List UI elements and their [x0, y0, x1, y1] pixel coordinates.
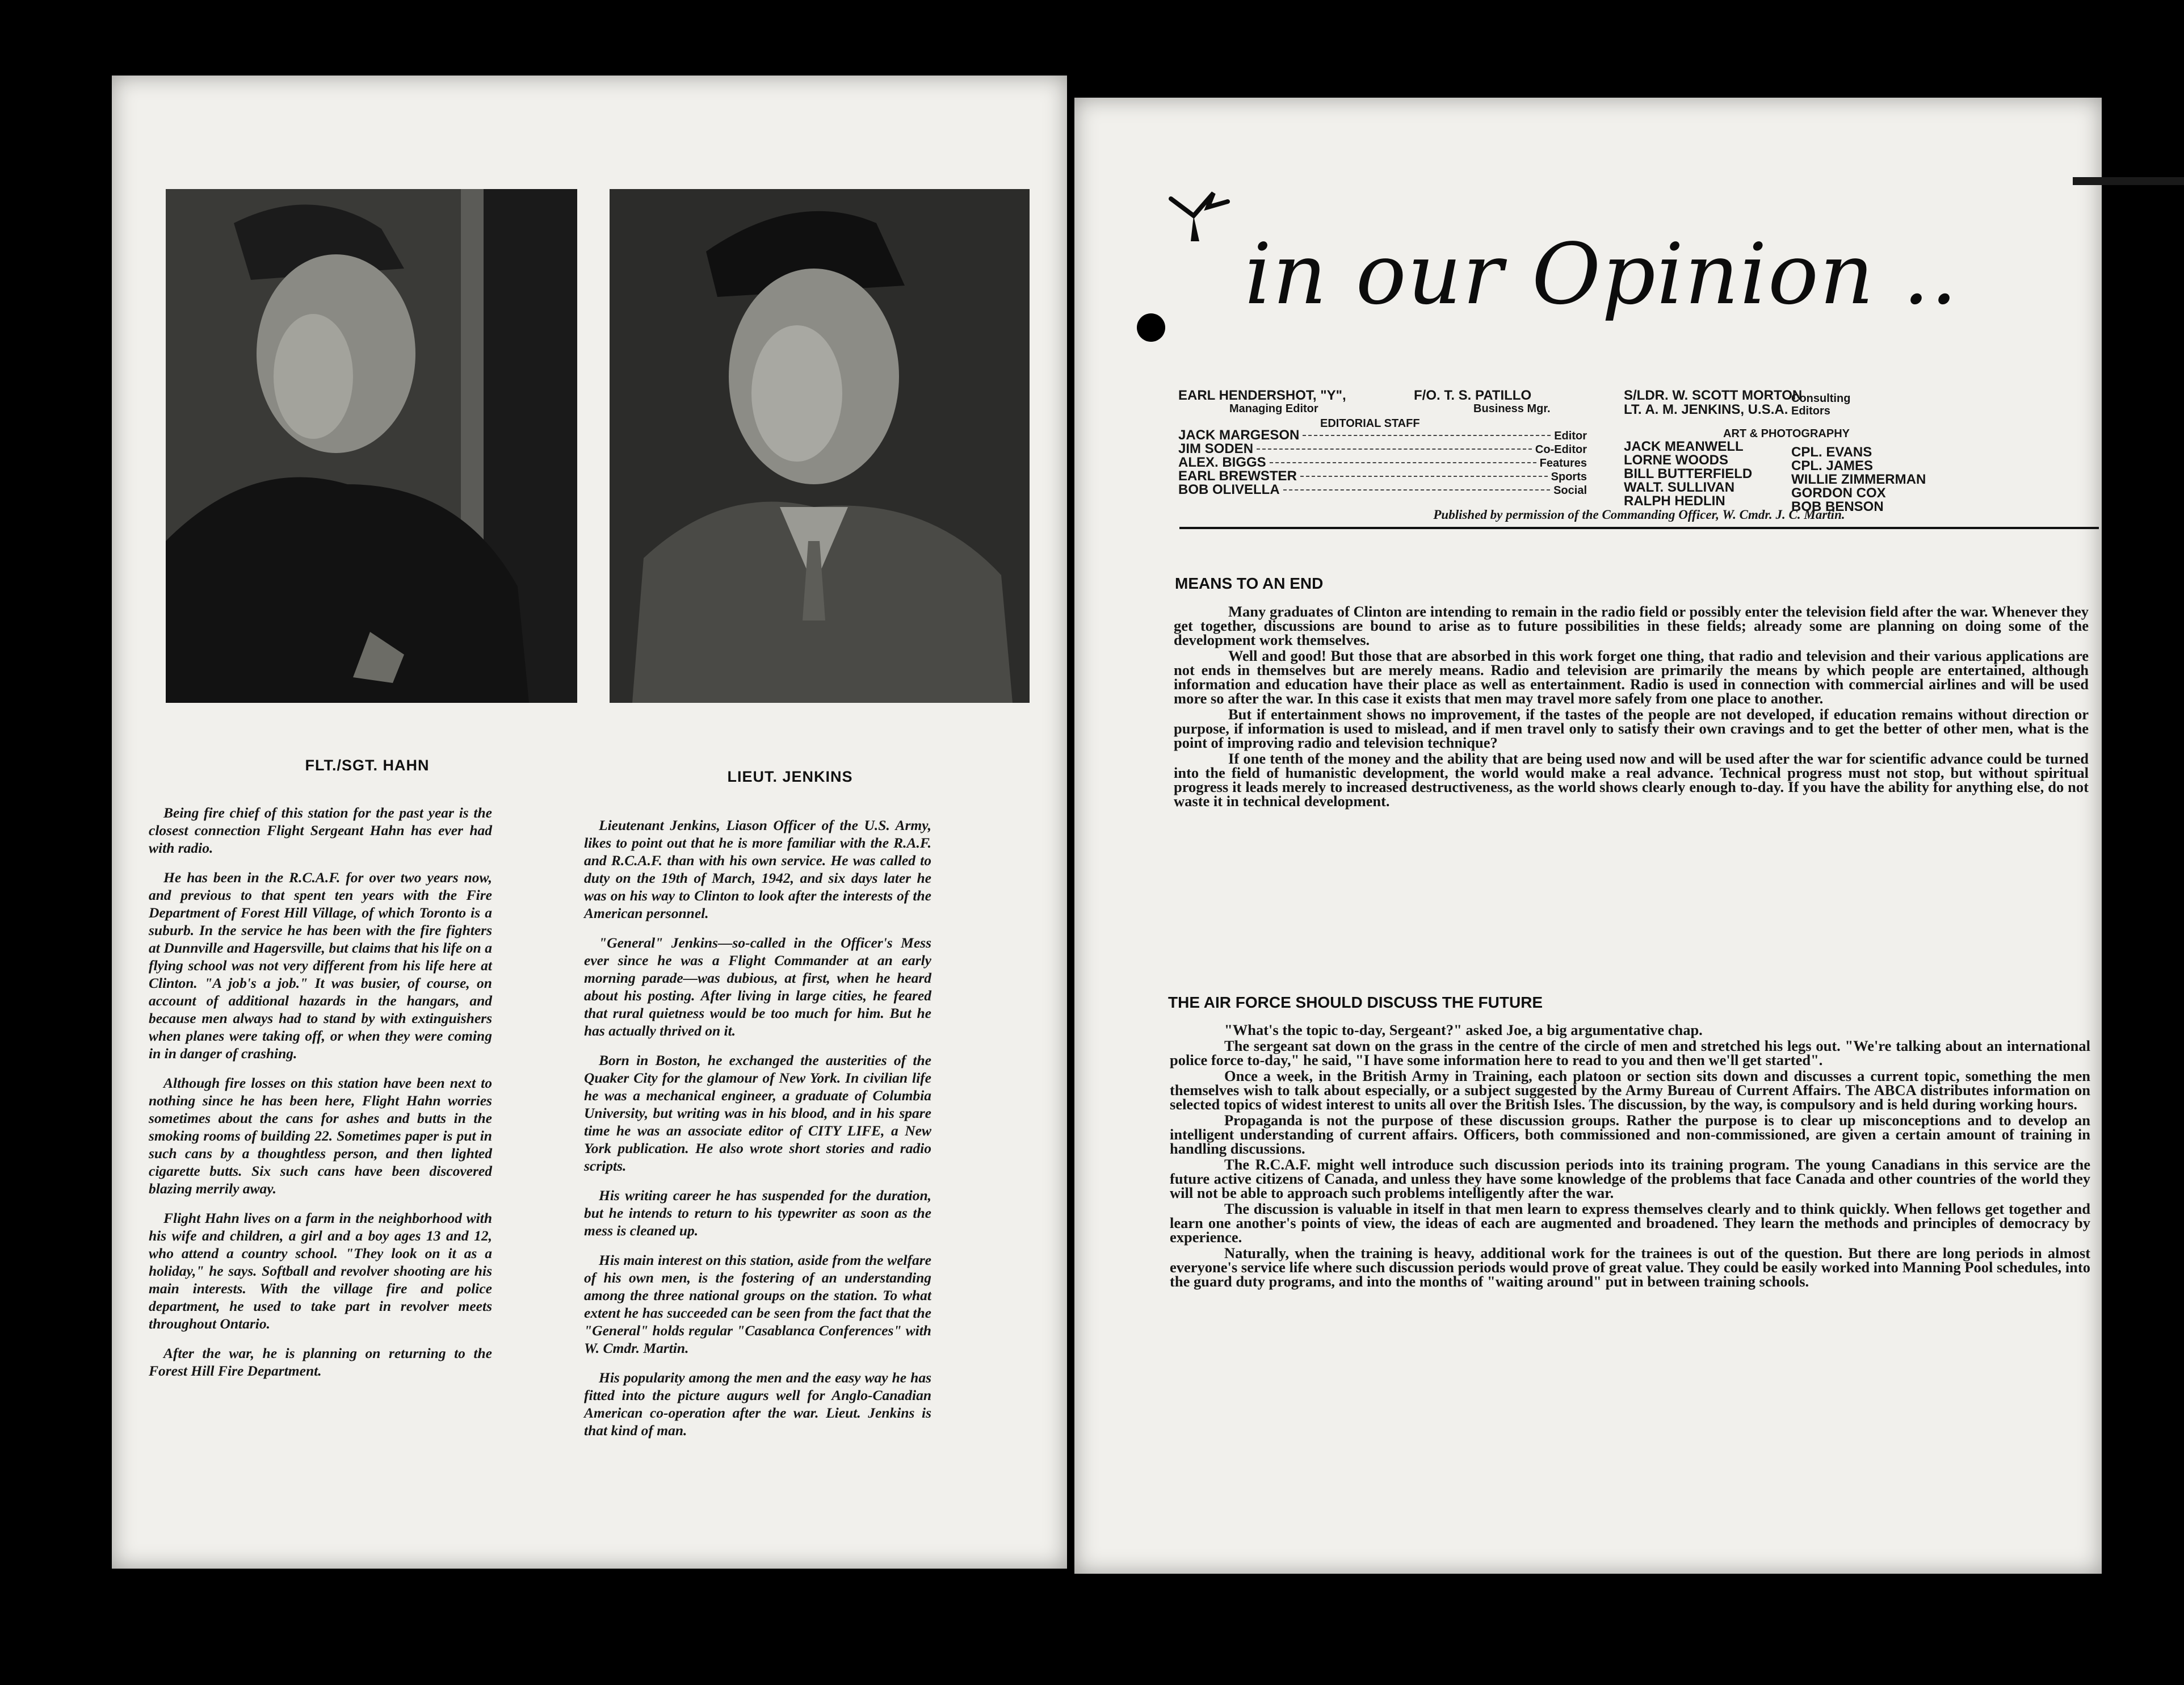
paragraph: After the war, he is planning on returning to the Forest Hill Fire Department.: [149, 1345, 492, 1379]
art-staff-name: GORDON COX: [1791, 485, 1886, 501]
art-staff-name: RALPH HEDLIN: [1624, 493, 1725, 509]
managing-editor-name: EARL HENDERSHOT, "Y",: [1178, 388, 1346, 403]
editorial-row: EARL BREWSTER Sports: [1178, 468, 1587, 484]
art-photography-heading: ART & PHOTOGRAPHY: [1723, 427, 1850, 440]
paragraph: The discussion is valuable in itself in that men learn to express themselves clearly and to think quickly. When fellows get together and learn one another's points of view, the ideas of each are augmented and broadened. They learn the methods and principles of democracy by experience.: [1170, 1200, 2090, 1246]
paragraph: Naturally, when the training is heavy, additional work for the trainees is out of the question. But there are long periods in almost everyone's service life where such discussion periods would prove of great value. They could be easily worked into Manning Pool schedules, into the guard duty programs, and into the months of "waiting around" put in between training schools.: [1170, 1244, 2090, 1290]
art-staff-name: CPL. EVANS: [1791, 445, 1872, 460]
article-hahn: [149, 804, 492, 1391]
hahn-portrait-icon: [166, 189, 577, 703]
consulting-role-2: Editors: [1791, 405, 1830, 417]
paragraph: Although fire losses on this station have been next to nothing since he has been here, Flight Hahn worries sometimes about the cans for ashes and butts in the smoking rooms of building 22. Sometimes paper is put in such cans by a thoughtless person, and then lighted cigarette butts. Six such cans have been discovered blazing merrily away.: [149, 1075, 492, 1197]
article-means-to-an-end: [1174, 605, 2089, 810]
editorial-row: JACK MARGESON Editor: [1178, 427, 1587, 443]
art-staff-name: WALT. SULLIVAN: [1624, 480, 1735, 495]
paragraph: Many graduates of Clinton are intending to remain in the radio field or possibly enter the television field after the war. Whenever they get together, discussions are bound to arise as to future possibilities in these fields; already some are planning on doing some of the development work themselves.: [1174, 603, 2089, 648]
editorial-row: JIM SODEN Co-Editor: [1178, 441, 1587, 456]
paragraph: "What's the topic to-day, Sergeant?" asked Joe, a big argumentative chap.: [1224, 1021, 1703, 1038]
art-staff-name: CPL. JAMES: [1791, 458, 1874, 473]
divider: [1179, 527, 2099, 529]
paragraph: The R.C.A.F. might well introduce such discussion periods into its training program. The young Canadians in this service are the future active citizens of Canada, and unless they have some knowledge of the problems that face Canada and other countries of the world they will not be able to approach such problems intelligently after the war.: [1170, 1156, 2090, 1201]
paragraph: Born in Boston, he exchanged the austerities of the Quaker City for the glamour of New York. In civilian life he was a mechanical engineer, a graduate of Columbia University, but writing was in his blood, and in his spare time he was an associate editor of CITY LIFE, a New York publication. He also wrote short stories and radio scripts.: [584, 1052, 931, 1174]
art-staff-name: LORNE WOODS: [1624, 452, 1728, 468]
paragraph: He has been in the R.C.A.F. for over two years now, and previous to that spent ten years with the Fire Department of Forest Hill Village, of which Toronto is a suburb. In the service he has been with the fire fighters at Dunnville and Hagersville, but claims that his life on a flying school was not very different from his life here at Clinton. "A job's a job." It was busier, of course, on account of additional hazards in the hangars, and because men always had to stand by with extinguishers when planes were taking off, or when they were coming in in danger of crashing.: [149, 869, 492, 1062]
paragraph: Propaganda is not the purpose of these discussion groups. Rather the purpose is to clear up misconceptions and to develop an intelligent understanding of current affairs. Officers, both commissioned and non-commissioned, are given a certain amount of training in handling discussions.: [1170, 1112, 2090, 1157]
decorative-dot: [1137, 313, 1165, 342]
consulting-editor-2: LT. A. M. JENKINS, U.S.A.: [1624, 402, 1788, 417]
article-air-force: [1170, 1023, 2090, 1290]
consulting-role-1: Consulting: [1791, 392, 1851, 405]
paragraph: Well and good! But those that are absorbed in this work forget one thing, that radio and television and their various applications are not ends in themselves but are merely means. Radio and television are primarily the means by which people are entertained, although information and education have their place as well as entertainment. Radio is used in connection with commercial airlines and will be used more so after the war. In this case it exists that men may travel more safely from one place to another.: [1174, 647, 2089, 707]
editorial-row: ALEX. BIGGS Features: [1178, 455, 1587, 470]
section-title-means: MEANS TO AN END: [1175, 575, 1324, 592]
art-staff-name: BOB BENSON: [1791, 499, 1884, 514]
business-mgr-role: Business Mgr.: [1473, 403, 1551, 415]
right-page: [1074, 98, 2102, 1574]
paragraph: His popularity among the men and the easy way he has fitted into the picture augurs well for Anglo-Canadian American co-operation after the war. Lieut. Jenkins is that kind of man.: [584, 1369, 931, 1439]
paragraph: Once a week, in the British Army in Training, each platoon or section sits down and discusses a current topic, something the men themselves wish to talk about especially, or a subject suggested by the Army Bureau of Current Affairs. The ABCA distributes information on selected topics of widest interest to units all over the British Isles. The discussion, by the way, is compulsory and is held during working hours.: [1170, 1067, 2090, 1113]
paragraph: "General" Jenkins—so-called in the Officer's Mess ever since he was a Flight Commander at an early morning parade—was dubious, at first, when he heard about his posting. After living in large cities, he feared that rural quietness would be too much for him. But he has actually thrived on it.: [584, 934, 931, 1039]
editorial-staff-heading: EDITORIAL STAFF: [1320, 417, 1420, 430]
paragraph: His main interest on this station, aside from the welfare of his own men, is the fostering of an understanding among the three national groups on the station. To what extent he has succeeded can be seen from the fact that the "General" holds regular "Casablanca Conferences" with W. Cmdr. Martin.: [584, 1252, 931, 1356]
section-title-air-force: THE AIR FORCE SHOULD DISCUSS THE FUTURE: [1168, 994, 1543, 1011]
masthead-title: in our Opinion ..: [1245, 225, 1959, 323]
photo-lieut-jenkins: [610, 189, 1030, 703]
art-staff-name: WILLIE ZIMMERMAN: [1791, 472, 1926, 487]
photo-flt-sgt-hahn: [166, 189, 577, 703]
left-page: [112, 76, 1067, 1569]
business-mgr-name: F/O. T. S. PATILLO: [1414, 388, 1532, 403]
article-jenkins: [584, 816, 931, 1451]
jenkins-portrait-icon: [610, 189, 1030, 703]
paragraph: But if entertainment shows no improvement, if the tastes of the people are not developed, if education remains without direction or purpose, if information is used to mislead, and if men travel only to satisfy their own cravings and to get the better of other men, what is the point of improving radio and television technique?: [1174, 706, 2089, 751]
edge-mark: [2073, 177, 2184, 185]
paragraph: Flight Hahn lives on a farm in the neighborhood with his wife and children, a girl and a boy ages 13 and 12, who attend a country school. "They look on it as a holiday," he says. Softball and revolver shooting are his main interests. With the village fire and police department, he used to take part in revolver meets throughout Ontario.: [149, 1210, 492, 1332]
editorial-row: BOB OLIVELLA Social: [1178, 482, 1587, 497]
paragraph: His writing career he has suspended for the duration, but he intends to return to his typewriter as soon as the mess is cleaned up.: [584, 1187, 931, 1239]
paragraph: The sergeant sat down on the grass in the centre of the circle of men and stretched his legs out. "We're talking about an international police force to-day," he said, "I have some information here to read to you and then we'll get started".: [1170, 1037, 2090, 1068]
radio-tower-icon: [1160, 182, 1233, 244]
paragraph: Being fire chief of this station for the past year is the closest connection Flight Sergeant Hahn has ever had with radio.: [149, 804, 492, 856]
caption-hahn: FLT./SGT. HAHN: [305, 757, 430, 774]
caption-jenkins: LIEUT. JENKINS: [727, 768, 853, 785]
published-notice: Published by permission of the Commanding Officer, W. Cmdr. J. C. Martin.: [1433, 508, 1845, 522]
managing-editor-role: Managing Editor: [1229, 403, 1318, 415]
paragraph: Lieutenant Jenkins, Liason Officer of the U.S. Army, likes to point out that he is more familiar with the R.A.F. and R.C.A.F. than with his own service. He was called to duty on the 19th of March, 1942, and six days later he was on his way to Clinton to look after the interests of the American personnel.: [584, 817, 931, 921]
art-staff-name: BILL BUTTERFIELD: [1624, 466, 1753, 481]
consulting-editor-1: S/LDR. W. SCOTT MORTON: [1624, 388, 1803, 403]
art-staff-name: JACK MEANWELL: [1624, 439, 1744, 454]
paragraph: If one tenth of the money and the ability that are being used now and will be used after the war for scientific advance could be turned into the field of humanistic development, the world would make a real advance. Technical progress must not stop, but without spiritual progress it leads merely to increased destructiveness, as the world shows clearly enough to-day. If you have the ability for anything else, do not waste it in technical development.: [1174, 750, 2089, 810]
